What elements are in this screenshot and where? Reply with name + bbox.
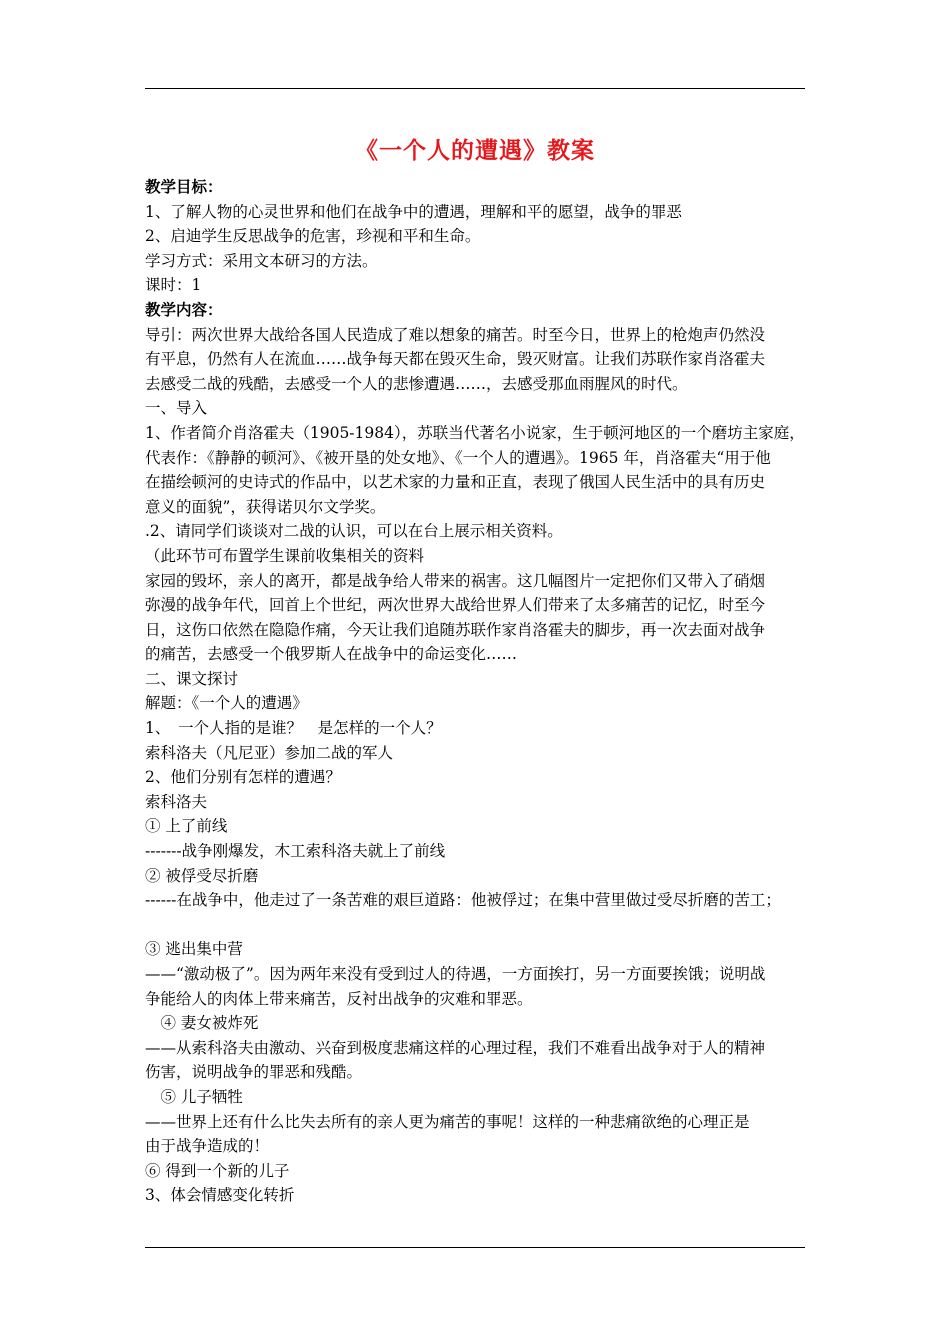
paragraph-line: 争能给人的肉体上带来痛苦，反衬出战争的灾难和罪恶。 — [145, 989, 533, 1008]
paragraph-line: .2、请同学们谈谈对二战的认识，可以在台上展示相关资料。 — [145, 522, 563, 541]
paragraph-line: 意义的面貌”，获得诺贝尔文学奖。 — [145, 497, 386, 516]
paragraph-line: （此环节可布置学生课前收集相关的资料 — [145, 546, 425, 565]
paragraph-line: 有平息，仍然有人在流血……战争每天都在毁灭生命，毁灭财富。让我们苏联作家肖洛霍夫 — [145, 350, 766, 369]
goal-line: 2、启迪学生反思战争的危害，珍视和平和生命。 — [145, 227, 481, 246]
paragraph-line: 解题：《一个人的遭遇》 — [145, 694, 308, 713]
list-item: ⑥ 得到一个新的儿子 — [145, 1161, 290, 1180]
paragraph-line: 导引：两次世界大战给各国人民造成了难以想象的痛苦。时至今日，世界上的枪炮声仍然没 — [145, 325, 766, 344]
paragraph-line: 家园的毁坏，亲人的离开，都是战争给人带来的祸害。这几幅图片一定把你们又带入了硝烟 — [145, 571, 766, 590]
paragraph-line: 的痛苦，去感受一个俄罗斯人在战争中的命运变化…… — [145, 645, 518, 664]
list-item: ① 上了前线 — [145, 817, 228, 836]
paragraph-line: 3、体会情感变化转折 — [145, 1186, 295, 1205]
paragraph-line: 去感受二战的残酷，去感受一个人的悲惨遭遇……，去感受那血雨腥风的时代。 — [145, 374, 688, 393]
document-title: 《一个人的遭遇》教案 — [355, 138, 595, 164]
paragraph-line: 伤害，说明战争的罪恶和残酷。 — [145, 1063, 363, 1082]
list-item: ⑤ 儿子牺牲 — [145, 1087, 243, 1106]
section-heading: 一、导入 — [145, 399, 208, 418]
paragraph-line: 2、他们分别有怎样的遭遇？ — [145, 768, 341, 787]
header-rule — [145, 88, 805, 89]
paragraph-line: 代表作：《静静的顿河》、《被开垦的处女地》、《一个人的遭遇》。1965 年，肖洛霍夫“用于他 — [145, 448, 771, 467]
document-body — [145, 175, 807, 1208]
paragraph-line: 在描绘顿河的史诗式的作品中，以艺术家的力量和正直，表现了俄国人民生活中的具有历史 — [145, 473, 766, 492]
paragraph-line: 1、 一个人指的是谁？ 是怎样的一个人？ — [145, 719, 442, 738]
paragraph-line: -------战争刚爆发，木工索科洛夫就上了前线 — [145, 842, 446, 861]
paragraph-line: ------在战争中，他走过了一条苦难的艰巨道路：他被俘过；在集中营里做过受尽折磨的苦工； — [145, 891, 781, 910]
paragraph-line: 索科洛夫 — [145, 792, 208, 811]
list-item: ④ 妻女被炸死 — [145, 1014, 259, 1033]
footer-rule — [145, 1247, 805, 1248]
goal-line: 1、了解人物的心灵世界和他们在战争中的遭遇，理解和平的愿望，战争的罪恶 — [145, 202, 682, 221]
section-heading: 二、课文探讨 — [145, 669, 239, 688]
paragraph-line: 日，这伤口依然在隐隐作痛，今天让我们追随苏联作家肖洛霍夫的脚步，再一次去面对战争 — [145, 620, 766, 639]
paragraph-line: ——“激动极了”。因为两年来没有受到过人的待遇，一方面挨打，另一方面要挨饿；说明战 — [145, 965, 766, 983]
paragraph-line: 1、作者简介肖洛霍夫（1905-1984），苏联当代著名小说家，生于顿河地区的一个磨坊主家庭， — [145, 423, 805, 442]
paragraph-line: ——从索科洛夫由激动、兴奋到极度悲痛这样的心理过程，我们不难看出战争对于人的精神 — [145, 1038, 766, 1057]
paragraph-line: 弥漫的战争年代，回首上个世纪，两次世界大战给世界人们带来了太多痛苦的记忆，时至今 — [145, 596, 766, 615]
study-method-line: 学习方式：采用文本研习的方法。 — [145, 251, 378, 270]
list-item: ② 被俘受尽折磨 — [145, 866, 259, 885]
heading-teaching-content: 教学内容： — [145, 300, 223, 319]
paragraph-line: ——世界上还有什么比失去所有的亲人更为痛苦的事呢！这样的一种悲痛欲绝的心理正是 — [145, 1112, 750, 1131]
blank-line — [145, 913, 807, 938]
list-item: ③ 逃出集中营 — [145, 940, 243, 959]
paragraph-line: 索科洛夫（凡尼亚）参加二战的军人 — [145, 743, 394, 762]
heading-teaching-goals: 教学目标： — [145, 178, 223, 196]
class-hours-line: 课时：1 — [145, 276, 202, 295]
paragraph-line: 由于战争造成的！ — [145, 1137, 270, 1156]
